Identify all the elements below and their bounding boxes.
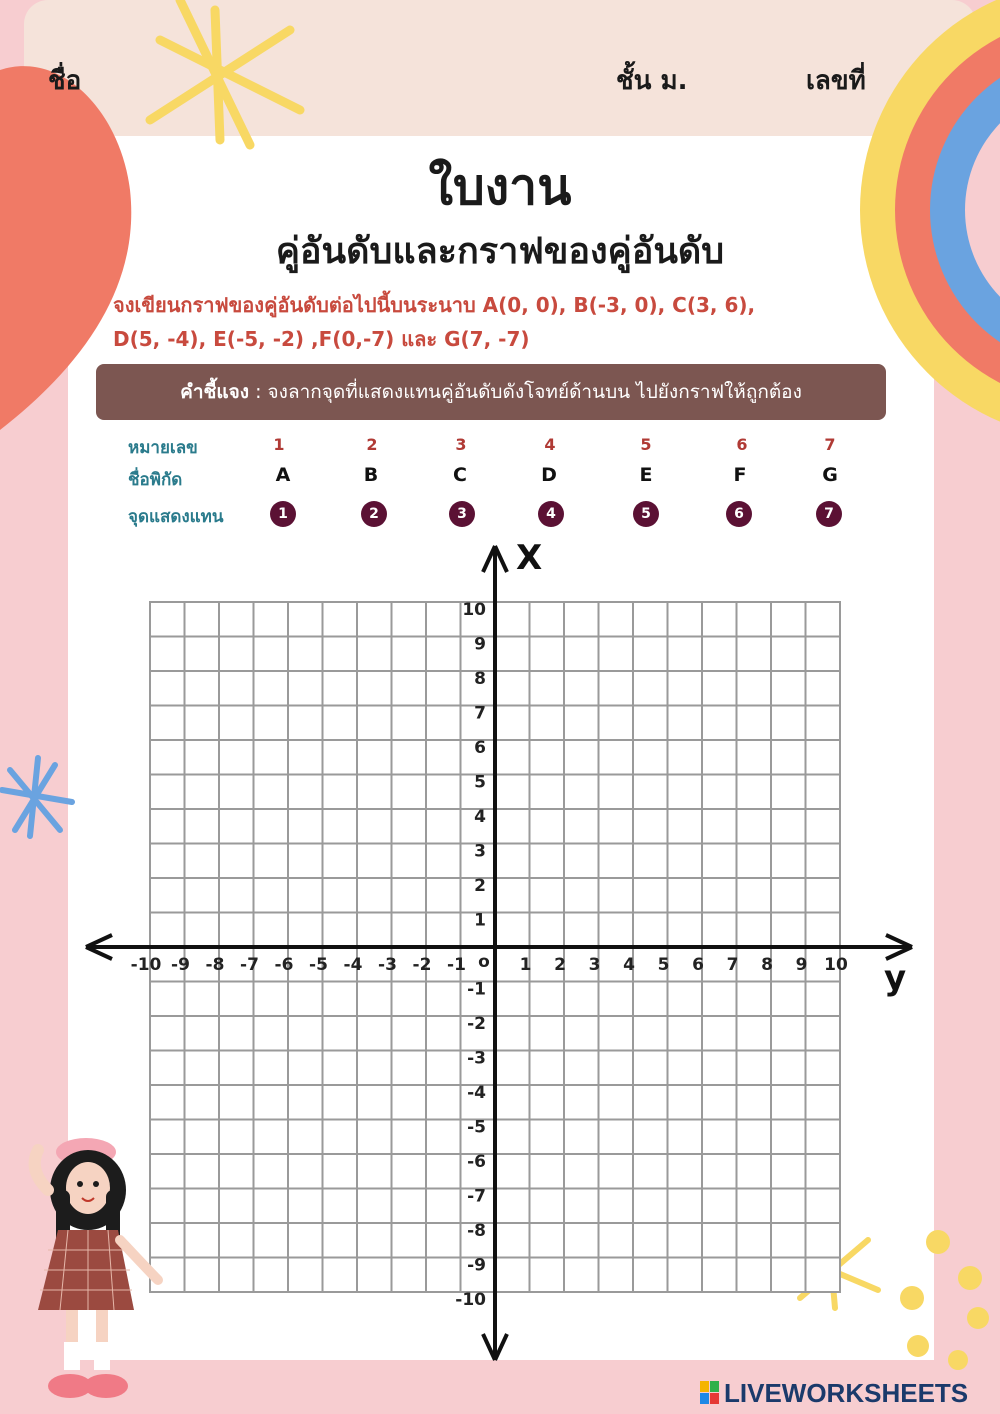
x-tick-label: -7: [240, 955, 259, 975]
draggable-point-marker[interactable]: 5: [633, 501, 659, 527]
y-tick-label: 6: [474, 738, 486, 758]
legend-number: 1: [273, 435, 285, 454]
y-tick-label: 4: [474, 807, 486, 827]
draggable-point-marker[interactable]: 1: [270, 501, 296, 527]
page-title: ใบงาน: [428, 158, 572, 216]
y-tick-label: -8: [467, 1221, 486, 1241]
legend-number: 4: [544, 435, 556, 454]
y-tick-label: 2: [474, 876, 486, 896]
legend-point-name: C: [453, 464, 467, 486]
y-tick-label: -1: [467, 979, 486, 1000]
x-tick-label: -1: [447, 955, 466, 975]
y-tick-label: 3: [474, 841, 486, 862]
y-tick-label: 7: [474, 703, 486, 724]
y-tick-label: 5: [474, 772, 486, 793]
name-label: ชื่อ: [48, 66, 82, 96]
y-tick-label: -4: [467, 1083, 486, 1103]
legend-point-name: G: [822, 464, 838, 486]
y-tick-label: -3: [467, 1048, 486, 1069]
legend-point-name: D: [541, 464, 557, 486]
x-tick-label: -3: [378, 955, 397, 975]
legend-number: 2: [366, 435, 378, 454]
legend-point-name: F: [733, 464, 747, 486]
x-tick-label: 6: [692, 955, 704, 975]
y-tick-label: 9: [474, 634, 486, 655]
y-tick-label: 8: [474, 669, 486, 689]
origin-label: o: [478, 952, 490, 972]
directions-text: : จงลากจุดที่แสดงแทนคู่อันดับดังโจทย์ด้านบน ไปยังกราฟให้ถูกต้อง: [249, 381, 802, 403]
draggable-point-marker[interactable]: 6: [726, 501, 752, 527]
class-label: ชั้น ม.: [616, 66, 688, 96]
x-tick-label: -6: [274, 955, 294, 975]
y-tick-label: -10: [455, 1290, 486, 1310]
draggable-point-marker[interactable]: 4: [538, 501, 564, 527]
x-tick-label: 1: [519, 955, 532, 975]
legend-number: 7: [824, 435, 836, 454]
x-tick-label: 4: [623, 955, 635, 975]
draggable-point-marker[interactable]: 7: [816, 501, 842, 527]
directions-label: คำชี้แจง: [180, 381, 250, 403]
page-subtitle: คู่อันดับและกราฟของคู่อันดับ: [275, 231, 725, 272]
x-tick-label: -8: [205, 955, 225, 975]
legend-number: 5: [640, 435, 652, 454]
x-tick-label: -9: [171, 955, 190, 975]
x-tick-label: 3: [588, 955, 601, 975]
y-tick-label: 1: [474, 910, 486, 931]
number-label: เลขที่: [806, 66, 866, 96]
y-tick-label: -2: [467, 1014, 486, 1034]
liveworksheets-wordmark: LIVEWORKSHEETS: [724, 1378, 969, 1408]
y-tick-label: -5: [467, 1117, 486, 1138]
y-tick-label: -6: [467, 1152, 486, 1172]
legend-number: 3: [455, 435, 467, 454]
draggable-point-marker[interactable]: 2: [361, 501, 387, 527]
legend-point-name: E: [639, 464, 653, 486]
x-tick-label: -4: [343, 955, 363, 975]
x-tick-label: 5: [657, 955, 670, 975]
instruction-line-2: D(5, -4), E(-5, -2) ,F(0,-7) และ G(7, -7): [113, 327, 530, 351]
x-tick-label: -2: [412, 955, 432, 975]
x-tick-label: 2: [554, 955, 566, 975]
legend-row-marker-label: จุดแสดงแทน: [128, 507, 224, 527]
legend-point-name: A: [275, 464, 291, 486]
y-tick-label: -7: [467, 1186, 486, 1207]
x-tick-label: 8: [761, 955, 773, 975]
vertical-axis-label: X: [516, 538, 543, 578]
x-tick-label: 10: [824, 955, 848, 975]
legend-number: 6: [736, 435, 748, 454]
legend-point-name: B: [363, 464, 379, 486]
legend-row-name-label: ชื่อพิกัด: [128, 470, 183, 490]
liveworksheets-mark-icon: [700, 1381, 720, 1405]
x-tick-label: -5: [309, 955, 328, 975]
legend-row-number-label: หมายเลข: [128, 438, 198, 458]
instruction-line-1: จงเขียนกราฟของคู่อันดับต่อไปนี้บนระนาบ A(0, 0), B(-3, 0), C(3, 6),: [113, 293, 756, 317]
y-tick-label: -9: [467, 1255, 486, 1276]
horizontal-axis-label: y: [884, 958, 907, 998]
x-tick-label: 9: [795, 955, 808, 975]
y-tick-label: 10: [462, 600, 486, 620]
draggable-point-marker[interactable]: 3: [449, 501, 475, 527]
x-tick-label: -10: [130, 955, 162, 975]
girl-illustration: [8, 1130, 178, 1414]
liveworksheets-logo: [700, 1378, 968, 1409]
x-tick-label: 7: [726, 955, 739, 975]
